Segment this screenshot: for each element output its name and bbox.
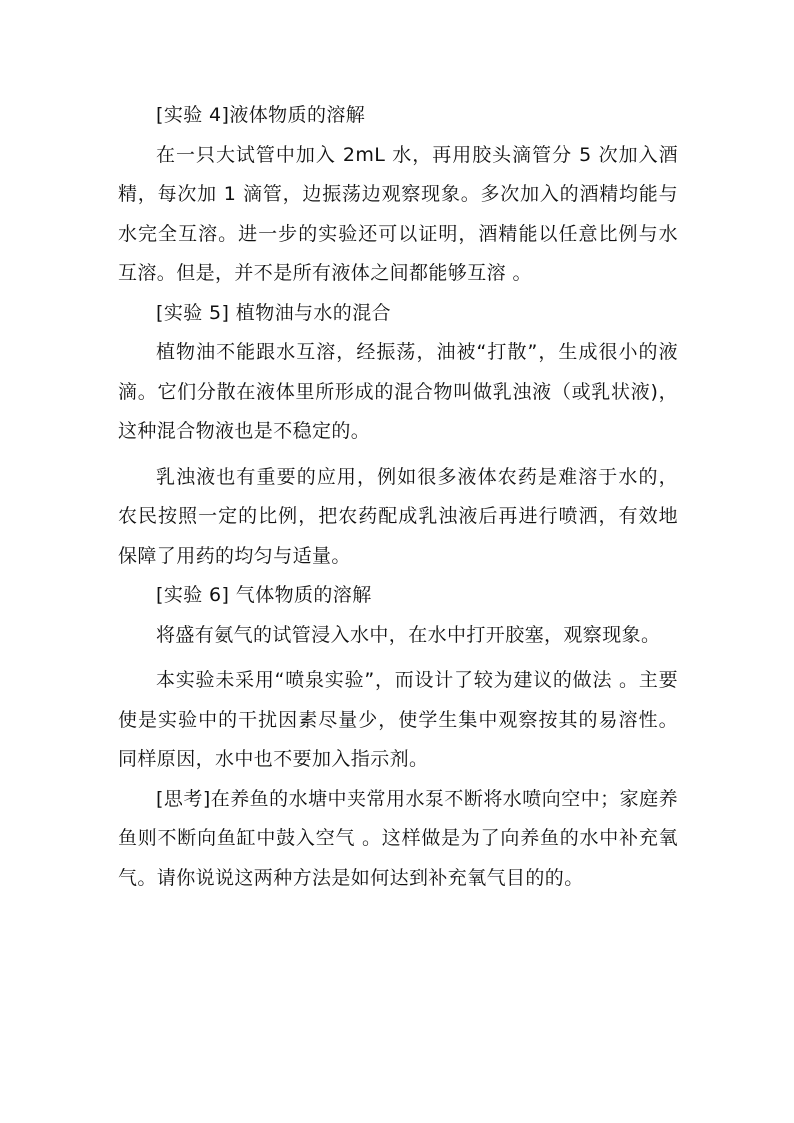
emulsion-application-text: 乳浊液也有重要的应用，例如很多液体农药是难溶于水的，农民按照一定的比例，把农药配成乳浊液后再进行喷洒，有效地保障了用药的均匀与适量。	[118, 465, 678, 567]
experiment-6-heading: [实验 6] 气体物质的溶解	[156, 584, 372, 606]
experiment-6-text: 将盛有氨气的试管浸入水中，在水中打开胶塞，观察现象。	[156, 623, 661, 646]
experiment-4-heading: [实验 4]液体物质的溶解	[156, 104, 366, 126]
experiment-6-note: 本实验未采用“喷泉实验”，而设计了较为建议的做法 。主要使是实验中的干扰因素尽量少，使学生集中观察按其的易溶性。同样原因，水中也不要加入指示剂。	[118, 669, 678, 770]
experiment-5-text: 植物油不能跟水互溶，经振荡，油被“打散”，生成很小的液滴。它们分散在液体里所形成的混合物叫做乳浊液（或乳状液)，这种混合物液也是不稳定的。	[118, 341, 678, 442]
document-body	[118, 96, 678, 898]
experiment-5-heading: [实验 5] 植物油与水的混合	[156, 301, 391, 324]
thinking-question: [思考]在养鱼的水塘中夹常用水泵不断将水喷向空中；家庭养鱼则不断向鱼缸中鼓入空气 。这样做是为了向养鱼的水中补充氧气。请你说说这两种方法是如何达到补充氧气目的的。	[118, 787, 678, 889]
experiment-4-text: 在一只大试管中加入 2mL 水，再用胶头滴管分 5 次加入酒精，每次加 1 滴管，边振荡边观察现象。多次加入的酒精均能与水完全互溶。进一步的实验还可以证明，酒精能以任意比例与水互溶。但是，并不是所有液体之间都能够互溶 。	[118, 143, 678, 284]
